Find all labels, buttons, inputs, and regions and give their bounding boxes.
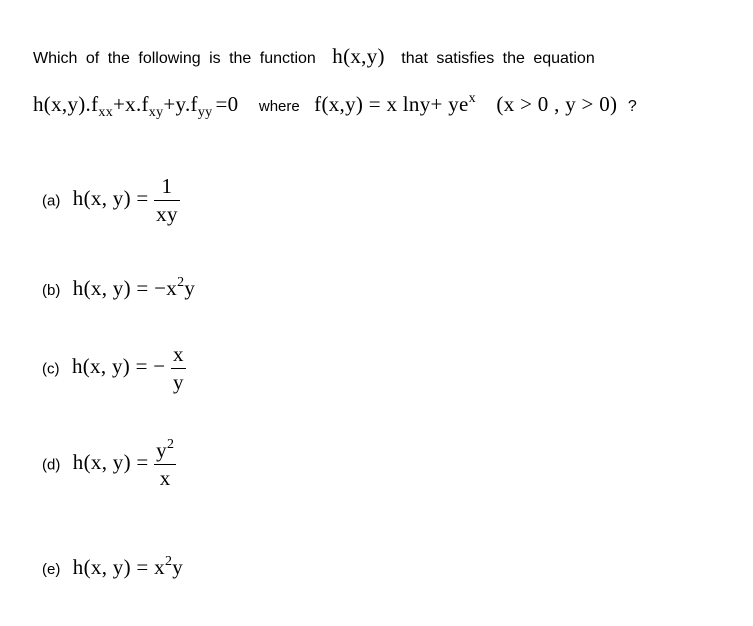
question-intro: Which of the following is the function <box>33 50 316 67</box>
f-definition: f(x,y) = x $\ln y+ ye^x$ <box>314 91 476 116</box>
option-expression: h(x, y) = $\frac{y^2}{x}$ <box>72 437 175 490</box>
option-d[interactable] <box>42 437 176 490</box>
option-b[interactable] <box>42 276 195 301</box>
function-name: h(x,y) <box>332 44 385 68</box>
option-a[interactable] <box>42 176 180 225</box>
option-label: (a) <box>42 192 61 210</box>
option-c[interactable] <box>42 344 186 393</box>
fraction: $\frac{y^2}{x}$ <box>156 437 175 490</box>
fraction: $\frac{1}{xy}$ <box>156 174 178 226</box>
fraction: $\frac{x}{y}$ <box>173 342 184 394</box>
option-label: (b) <box>42 282 61 299</box>
option-expression: h(x, y) = $\frac{1}{xy}$ <box>72 174 178 226</box>
pde-equation: $h(x,y).f_{xx}+x.f_{xy}+y.f_{yy} =0$ <box>33 92 239 120</box>
option-label: (d) <box>42 456 61 474</box>
question-intro-line <box>33 44 595 69</box>
option-expression: h(x, $y) = x^2y$ <box>72 554 184 579</box>
question-mark: ? <box>627 98 637 115</box>
domain-condition: (x > 0 , y > 0) <box>496 92 618 116</box>
option-expression: h(x, $y) = -x^2y$ <box>72 275 196 300</box>
option-label: (c) <box>42 360 60 378</box>
option-e[interactable] <box>42 555 183 580</box>
equation-line <box>33 91 637 120</box>
question-intro-tail: that satisfies the equation <box>401 50 595 67</box>
option-label: (e) <box>42 561 61 578</box>
option-expression: h(x, y) = − $\frac{x}{y}$ <box>71 342 184 394</box>
where-label: where <box>258 98 300 115</box>
